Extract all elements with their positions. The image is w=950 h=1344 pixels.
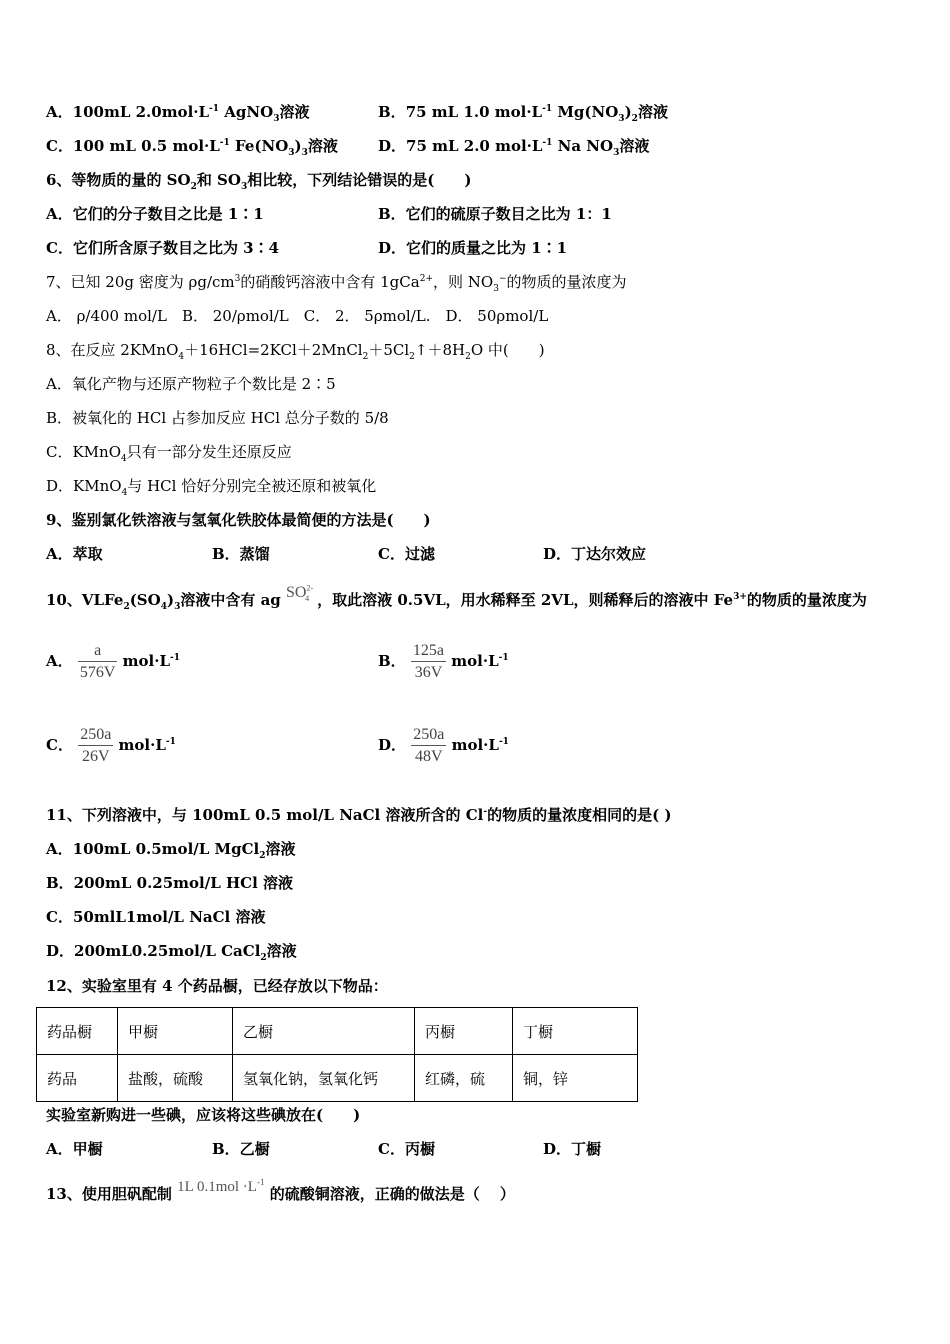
table-header-cell: 丙橱 xyxy=(415,1008,513,1055)
fraction-c: $\frac{250a}{26V}$ xyxy=(78,725,113,768)
q10-option-d: D． $\frac{250a}{48V}$ $mol\cdot L^{-1}$ xyxy=(378,720,509,770)
fraction-d: $\frac{250a}{48V}$ xyxy=(411,725,446,768)
q5-option-d: D．75 mL 2.0 $mol\cdot L^{-1}$ Na $NO_3$溶液 xyxy=(378,137,650,158)
q10-stem: 10、$VLFe_2(SO_4)_3$溶液中含有 ag $SO^{2-}_4$ ，取此溶液 0.5VL，用水稀释至 2VL，则稀释后的溶液中 $Fe^{3+}$的物质的量浓度为 xyxy=(46,583,867,612)
q9-option-d: D．丁达尔效应 xyxy=(543,545,647,563)
q7-options: A． ρ/400 mol/L B． 20/ρmol/L C． 2． 5ρmol/L. D． 50ρmol/L xyxy=(46,307,549,325)
table-cell: 药品 xyxy=(37,1055,118,1102)
q6-option-a: A．它们的分子数目之比是 1∶1 xyxy=(46,205,264,223)
sulfate-ion-formula: $SO^{2-}_4$ xyxy=(286,583,314,604)
q12-option-b: B．乙橱 xyxy=(212,1140,270,1158)
q12-follow: 实验室新购进一些碘，应该将这些碘放在( ) xyxy=(46,1106,361,1124)
fraction-b: $\frac{125a}{36V}$ xyxy=(411,641,446,684)
q13-stem: 13、使用胆矾配制 1L $0.1mol \cdot L^{-1}$ 的硫酸铜溶液，正确的做法是（ ） xyxy=(46,1177,515,1203)
q8-option-a: A．氧化产物与还原产物粒子个数比是 2∶5 xyxy=(46,375,336,393)
q7-stem: 7、已知 20g 密度为 $\rho g/cm^3$的硝酸钙溶液中含有 1gCa$^{2+}$，则 $NO_3^-$的物质的量浓度为 xyxy=(46,273,627,294)
q8-option-d: D．KMnO$_4$与 HCl 恰好分别完全被还原和被氧化 xyxy=(46,477,377,498)
fraction-a: $\frac{a}{576V}$ xyxy=(78,641,118,684)
q9-option-c: C．过滤 xyxy=(378,545,435,563)
q12-option-c: C．丙橱 xyxy=(378,1140,435,1158)
q10-option-c: C． $\frac{250a}{26V}$ $mol\cdot L^{-1}$ xyxy=(46,720,176,770)
table-header-cell: 甲橱 xyxy=(118,1008,233,1055)
q9-stem: 9、鉴别氯化铁溶液与氢氧化铁胶体最简便的方法是( ) xyxy=(46,511,431,529)
table-cell: 铜，锌 xyxy=(513,1055,638,1102)
q10-option-b: B． $\frac{125a}{36V}$ $mol\cdot L^{-1}$ xyxy=(378,636,509,686)
table-row xyxy=(37,1055,638,1102)
table-cell: 氢氧化钠，氢氧化钙 xyxy=(233,1055,415,1102)
concentration-formula: 1L $0.1mol \cdot L^{-1}$ xyxy=(177,1177,265,1195)
q12-option-a: A．甲橱 xyxy=(46,1140,103,1158)
table-cell: 盐酸，硫酸 xyxy=(118,1055,233,1102)
table-cell: 红磷，硫 xyxy=(415,1055,513,1102)
q6-option-c: C．它们所含原子数目之比为 3∶4 xyxy=(46,239,280,257)
q11-option-b: B．200mL 0.25mol/L HCl 溶液 xyxy=(46,874,294,892)
q5-option-b: B．75 mL 1.0 $mol\cdot L^{-1}$ $Mg(NO_3)_2$溶液 xyxy=(378,103,668,124)
q11-stem: 11、下列溶液中，与 100mL 0.5 mol/L NaCl 溶液所含的 Cl-的物质的量浓度相同的是( ) xyxy=(46,806,672,824)
q8-option-c: C．KMnO$_4$只有一部分发生还原反应 xyxy=(46,443,292,464)
q8-stem: 8、在反应 $2KMnO_4+16HCl=2KCl+2MnCl_2+5Cl_2↑+8H_2O$ 中( ) xyxy=(46,341,545,362)
cabinet-table xyxy=(36,1007,638,1102)
q9-option-a: A．萃取 xyxy=(46,545,103,563)
table-header-cell: 药品橱 xyxy=(37,1008,118,1055)
q6-option-b: B．它们的硫原子数目之比为 1：1 xyxy=(378,205,612,223)
q9-option-b: B．蒸馏 xyxy=(212,545,270,563)
table-header-cell: 丁橱 xyxy=(513,1008,638,1055)
table-header-row xyxy=(37,1008,638,1055)
q11-option-a: A．100mL 0.5mol/L MgCl$_2$溶液 xyxy=(46,840,296,861)
q5-option-c: C．100 mL 0.5 $mol\cdot L^{-1}$ $Fe(NO_3)_3$溶液 xyxy=(46,137,338,158)
table-header-cell: 乙橱 xyxy=(233,1008,415,1055)
q5-option-a: A．100mL $2.0mol\cdot L^{-1}$ AgNO$_3$溶液 xyxy=(46,103,310,124)
q8-option-b: B．被氧化的 HCl 占参加反应 HCl 总分子数的 5/8 xyxy=(46,409,389,427)
q12-stem: 12、实验室里有 4 个药品橱，已经存放以下物品： xyxy=(46,977,388,995)
q6-stem: 6、等物质的量的 $SO_2$和 $SO_3$相比较，下列结论错误的是( ) xyxy=(46,171,472,192)
q12-option-d: D．丁橱 xyxy=(543,1140,602,1158)
q11-option-d: D．200mL0.25mol/L CaCl$_2$溶液 xyxy=(46,942,297,963)
q6-option-d: D．它们的质量之比为 1∶1 xyxy=(378,239,568,257)
q11-option-c: C．50mlL1mol/L NaCl 溶液 xyxy=(46,908,266,926)
q10-option-a: A． $\frac{a}{576V}$ $mol\cdot L^{-1}$ xyxy=(46,636,180,686)
